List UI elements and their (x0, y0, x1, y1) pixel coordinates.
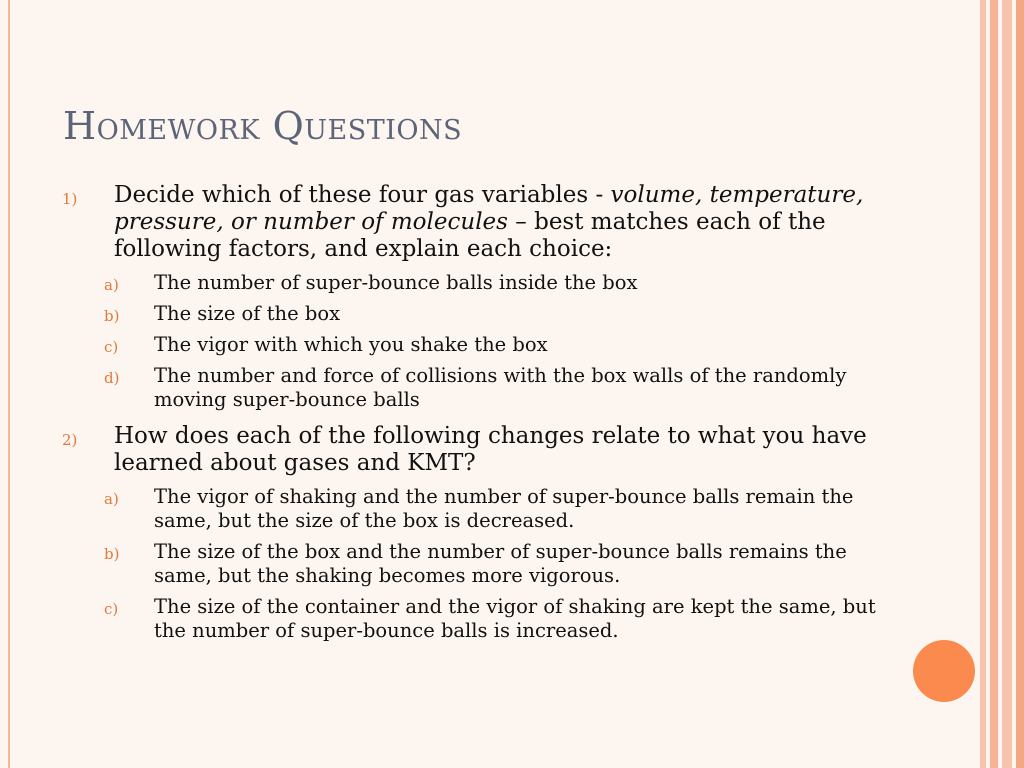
sub-question-letter: a) (104, 490, 119, 508)
sub-question-letter: d) (104, 369, 120, 387)
decorative-orange-circle (913, 640, 975, 702)
sub-question-item (62, 595, 892, 643)
question-item (62, 182, 892, 263)
sub-question-item (62, 540, 892, 588)
sub-question-letter: c) (104, 600, 119, 618)
question-text (114, 182, 892, 263)
question-number: 1) (62, 190, 78, 208)
sub-question-item (62, 364, 892, 412)
right-stripe (1016, 0, 1024, 768)
question-text-italic: volume, temperature, pressure, or number of molecules (114, 182, 864, 235)
sub-question-item (62, 271, 892, 295)
sub-question-item (62, 302, 892, 326)
sub-question-text: The size of the box (154, 302, 341, 325)
sub-question-text: The number and force of collisions with the box walls of the randomly moving super-bounce balls (154, 364, 847, 411)
sub-question-item (62, 333, 892, 357)
slide-title: Homework Questions (63, 104, 463, 148)
question-text-end: – best matches each of the following factors, and explain each choice: (114, 209, 826, 262)
right-stripe (1002, 0, 1012, 768)
sub-question-letter: a) (104, 276, 119, 294)
sub-question-text: The vigor with which you shake the box (154, 333, 548, 356)
sub-question-letter: c) (104, 338, 119, 356)
sub-question-item (62, 485, 892, 533)
sub-question-letter: b) (104, 545, 120, 563)
question-list (62, 182, 892, 650)
sub-question-text: The size of the container and the vigor of shaking are kept the same, but the number of super-bounce balls is increased. (154, 595, 876, 642)
question-number: 2) (62, 431, 78, 449)
question-text: How does each of the following changes relate to what you have learned about gases and KMT? (114, 423, 867, 476)
right-stripe (990, 0, 998, 768)
question-item (62, 423, 892, 477)
sub-question-text: The size of the box and the number of super-bounce balls remains the same, but the shaking becomes more vigorous. (154, 540, 847, 587)
sub-question-text: The number of super-bounce balls inside the box (154, 271, 638, 294)
question-text-start: Decide which of these four gas variables - (114, 182, 611, 208)
sub-question-text: The vigor of shaking and the number of super-bounce balls remain the same, but the size of the box is decreased. (154, 485, 854, 532)
sub-question-letter: b) (104, 307, 120, 325)
left-border-line (8, 0, 10, 768)
right-stripe (980, 0, 986, 768)
